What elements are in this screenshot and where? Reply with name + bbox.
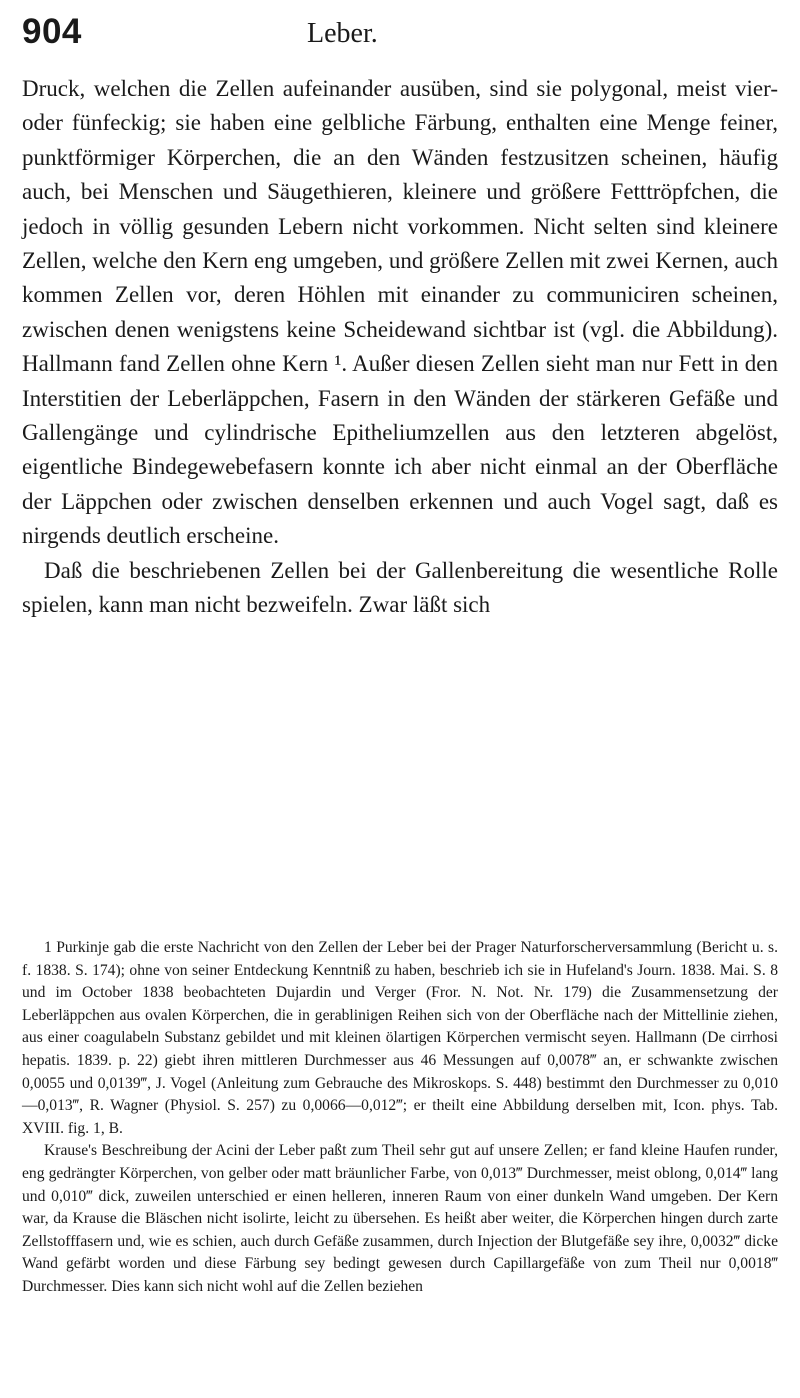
footnote-continuation: Krause's Beschreibung der Acini der Leber paßt zum Theil sehr gut auf unsere Zellen; er fand kleine Haufen runder, eng gedrängter Körperchen, von gelber oder matt bräunlicher Farbe, von 0,013‴ Durchmesser, meist oblong, 0,014‴ lang und 0,010‴ dick, zuweilen unterschied er einen helleren, inneren Raum von einer dunkeln Wand umgeben. Der Kern war, da Krause die Bläschen nicht isolirte, leicht zu übersehen. Es heißt aber weiter, die Körperchen hingen durch zarte Zellstofffasern und, wie es schien, auch durch Gefäße zusammen, durch Injection der Blutgefäße sey ihre, 0,0032‴ dicke Wand gefärbt worden und diese Färbung sey bedingt gewesen durch Capillargefäße von zum Theil nur 0,0018‴ Durchmesser. Dies kann sich nicht wohl auf die Zellen beziehen — [22, 1142, 778, 1295]
page-number: 904 — [22, 12, 82, 51]
page-header — [22, 12, 782, 60]
footnotes — [22, 937, 778, 1299]
paragraph-continued: Druck, welchen die Zellen aufeinander ausüben, sind sie polygonal, meist vier- oder fünfeckig; sie haben eine gelbliche Färbung, enthalten eine Menge feiner, punktförmiger Körperchen, die an den Wänden festzusitzen scheinen, häufig auch, bei Menschen und Säugethieren, kleinere und größere Fetttröpfchen, die jedoch in völlig gesunden Lebern nicht vorkommen. Nicht selten sind kleinere Zellen, welche den Kern eng umgeben, und größere Zellen mit zwei Kernen, auch kommen Zellen vor, deren Höhlen mit einander zu communiciren scheinen, zwischen denen wenigstens keine Scheidewand sichtbar ist (vgl. die Abbildung). Hallmann fand Zellen ohne Kern ¹. Außer diesen Zellen sieht man nur Fett in den Interstitien der Leberläppchen, Fasern in den Wänden der stärkeren Gefäße und Gallengänge und cylindrische Epitheliumzellen aus den letzteren abgelöst, eigentliche Bindegewebefasern konnte ich aber nicht einmal an der Oberfläche der Läppchen oder zwischen denselben erkennen und auch Vogel sagt, daß es nirgends deutlich erscheine. — [22, 76, 778, 549]
body-text — [22, 72, 778, 623]
running-head: Leber. — [307, 18, 378, 49]
paragraph: Daß die beschriebenen Zellen bei der Gallenbereitung die wesentliche Rolle spielen, kann man nicht bezweifeln. Zwar läßt sich — [22, 557, 778, 618]
footnote: 1 Purkinje gab die erste Nachricht von den Zellen der Leber bei der Prager Naturforscherversammlung (Bericht u. s. f. 1838. S. 174); ohne von seiner Entdeckung Kenntniß zu haben, beschrieb ich sie in Hufeland's Journ. 1838. Mai. S. 8 und im October 1838 beobachteten Dujardin und Verger (Fror. N. Not. Nr. 179) die Zusammensetzung der Leberläppchen aus ovalen Körperchen, die in gerablinigen Reihen sich von der Oberfläche nach der Mittellinie ziehen, aus einer coagulabeln Substanz gebildet und mit kleinen ölartigen Körperchen vermischt seyen. Hallmann (De cirrhosi hepatis. 1839. p. 22) giebt ihren mittleren Durchmesser aus 46 Messungen auf 0,0078‴ an, er schwankte zwischen 0,0055 und 0,0139‴, J. Vogel (Anleitung zum Gebrauche des Mikroskops. S. 448) bestimmt den Durchmesser zu 0,010—0,013‴, R. Wagner (Physiol. S. 257) zu 0,0066—0,012‴; er theilt eine Abbildung derselben mit, Icon. phys. Tab. XVIII. fig. 1, B. — [22, 939, 778, 1137]
